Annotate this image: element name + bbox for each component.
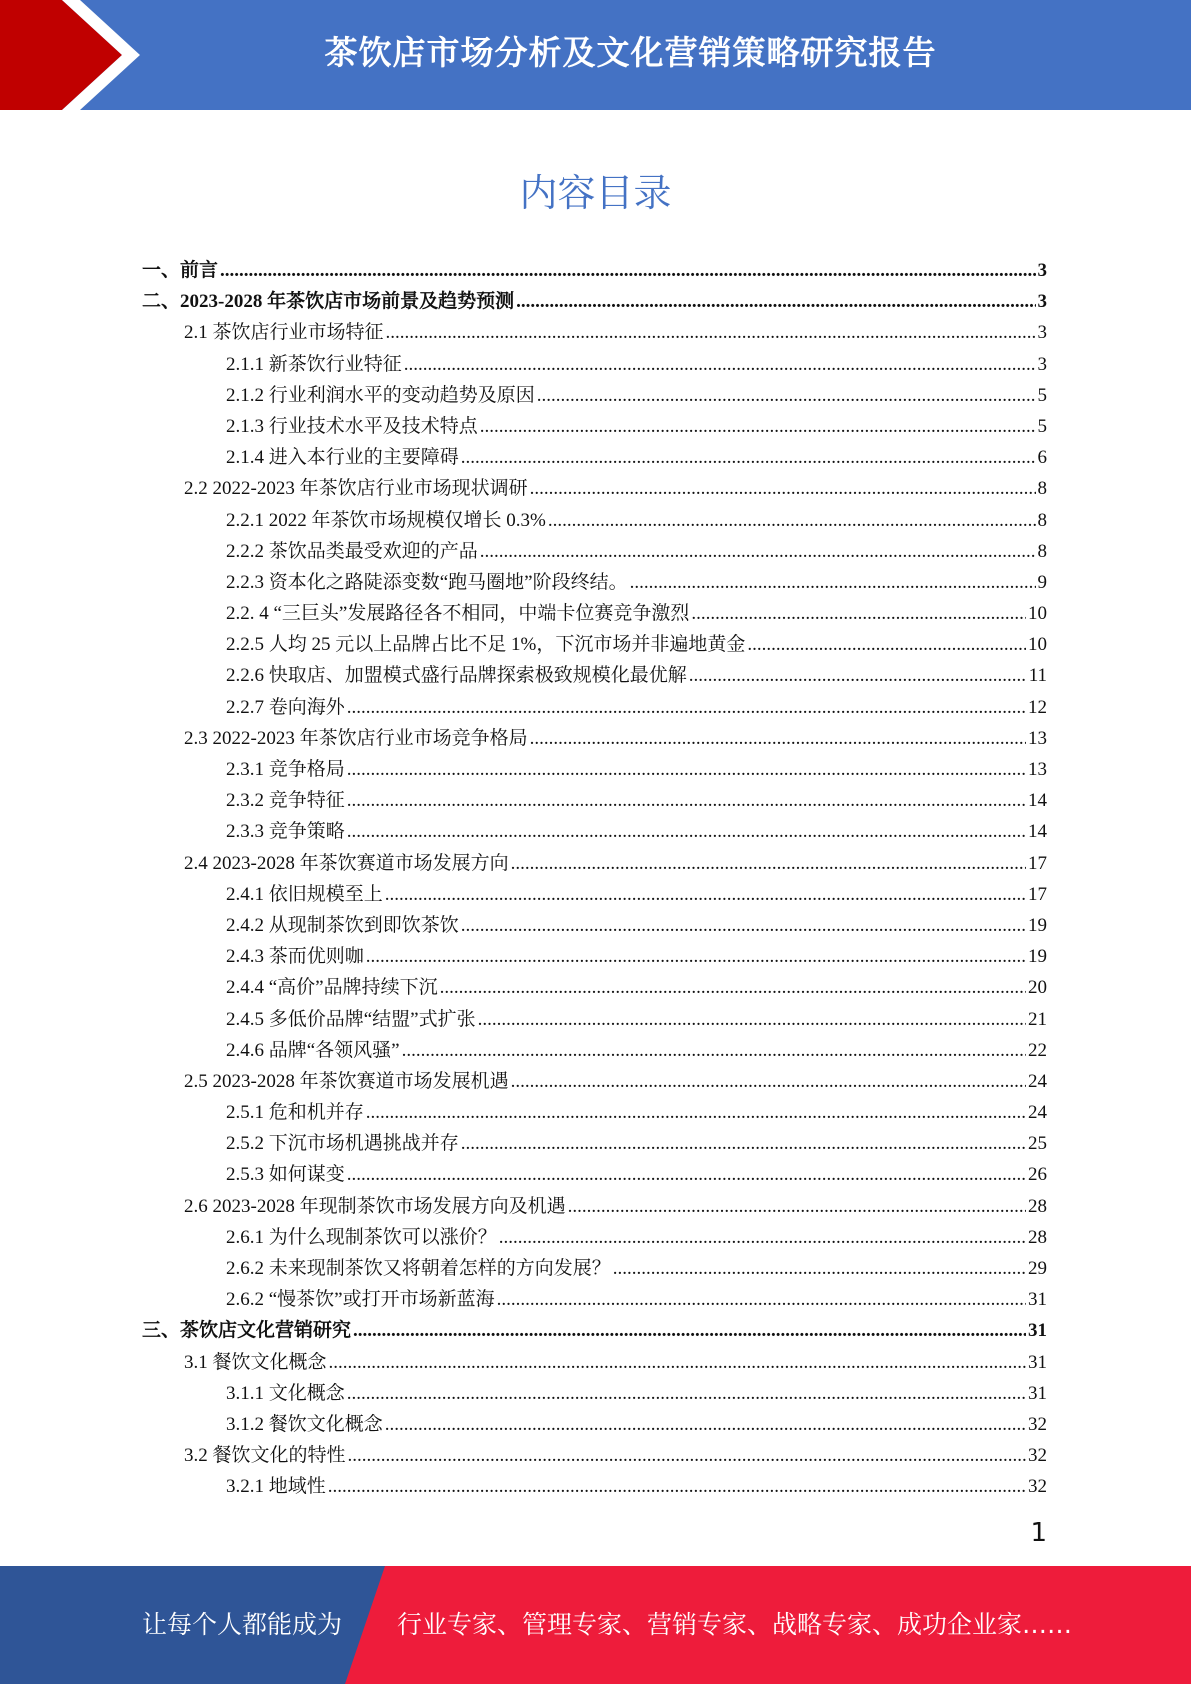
toc-entry-title: 3.1 餐饮文化概念 [184,1351,327,1373]
toc-entry-page: 10 [1028,634,1047,656]
toc-entry-title: 2.6 2023-2028 年现制茶饮市场发展方向及机遇 [184,1195,566,1217]
toc-entry-title: 2.5 2023-2028 年茶饮赛道市场发展机遇 [184,1070,509,1092]
toc-entry-page: 13 [1028,727,1047,749]
toc-entry[interactable] [142,1128,1047,1159]
toc-entry-title: 2.1.1 新茶饮行业特征 [226,353,402,375]
toc-leader-dots [347,759,1026,781]
toc-leader-dots [689,665,1027,687]
toc-entry-page: 14 [1028,821,1047,843]
toc-entry-page: 26 [1028,1164,1047,1186]
toc-entry[interactable] [142,442,1047,473]
toc-entry[interactable] [142,816,1047,847]
toc-leader-dots [440,977,1026,999]
toc-entry-title: 3.1.1 文化概念 [226,1382,345,1404]
toc-entry-page: 31 [1028,1289,1047,1311]
toc-leader-dots [511,1071,1026,1093]
toc-entry[interactable] [142,536,1047,567]
toc-entry[interactable] [142,1159,1047,1190]
toc-entry-page: 3 [1037,322,1047,344]
toc-entry[interactable] [142,1097,1047,1128]
toc-entry-page: 5 [1037,415,1047,437]
toc-entry-page: 9 [1037,571,1047,593]
toc-entry-title: 2.3 2022-2023 年茶饮店行业市场竞争格局 [184,727,528,749]
toc-entry-page: 8 [1037,478,1047,500]
toc-entry-page: 32 [1028,1413,1047,1435]
toc-leader-dots [497,1289,1026,1311]
toc-entry-page: 8 [1037,509,1047,531]
toc-leader-dots [329,1352,1026,1374]
report-title: 茶饮店市场分析及文化营销策略研究报告 [324,33,937,72]
toc-leader-dots [630,572,1036,594]
toc-entry-page: 3 [1037,291,1047,313]
toc-entry-page: 21 [1028,1008,1047,1030]
toc-entry-title: 2.2.7 卷向海外 [226,696,345,718]
toc-entry-page: 24 [1028,1070,1047,1092]
toc-entry[interactable] [142,1471,1047,1502]
toc-entry-page: 10 [1028,603,1047,625]
toc-entry[interactable] [142,380,1047,411]
toc-entry[interactable] [142,1004,1047,1035]
toc-entry[interactable] [142,1347,1047,1378]
toc-entry-page: 12 [1028,696,1047,718]
toc-entry-page: 29 [1028,1258,1047,1279]
toc-entry-page: 19 [1028,914,1047,936]
toc-entry-title: 3.1.2 餐饮文化概念 [226,1413,383,1435]
toc-entry-page: 11 [1028,665,1047,687]
toc-heading: 内容目录 [519,171,672,215]
toc-entry[interactable] [142,1253,1047,1284]
footer-banner [0,1566,1191,1684]
toc-entry-title: 2.2.2 茶饮品类最受欢迎的产品 [226,540,478,562]
toc-entry-title: 2.4.6 品牌“各领风骚” [226,1039,400,1061]
toc-entry-title: 2.2 2022-2023 年茶饮店行业市场现状调研 [184,478,528,500]
toc-leader-dots [220,260,1035,282]
toc-entry-page: 8 [1037,540,1047,562]
toc-leader-dots [366,1102,1026,1124]
toc-entry[interactable] [142,473,1047,504]
toc-entry[interactable] [142,1378,1047,1409]
toc-entry[interactable] [142,910,1047,941]
toc-leader-dots [511,853,1026,875]
header-arrow-decoration [0,0,160,110]
toc-leader-dots [613,1258,1026,1280]
toc-entry-title: 二、2023-2028 年茶饮店市场前景及趋势预测 [142,291,515,313]
toc-entry-title: 3.2 餐饮文化的特性 [184,1445,346,1467]
toc-entry-title: 2.4.2 从现制茶饮到即饮茶饮 [226,914,459,936]
toc-entry-title: 2.5.2 下沉市场机遇挑战并存 [226,1133,459,1155]
toc-entry[interactable] [142,411,1047,442]
toc-entry-title: 2.3.1 竞争格局 [226,759,345,780]
toc-entry-title: 2.1.3 行业技术水平及技术特点 [226,415,478,437]
toc-entry-title: 2.4 2023-2028 年茶饮赛道市场发展方向 [184,852,509,874]
toc-entry[interactable] [142,255,1047,286]
header-banner [0,0,1191,110]
toc-entry-page: 24 [1028,1102,1047,1124]
toc-entry-title: 三、茶饮店文化营销研究 [142,1320,352,1342]
toc-entry[interactable] [142,972,1047,1003]
toc-entry-page: 6 [1037,447,1047,469]
toc-entry-title: 2.4.1 依旧规模至上 [226,883,383,905]
toc-entry[interactable] [142,349,1047,380]
toc-entry-page: 3 [1037,260,1047,281]
toc-leader-dots [347,790,1026,812]
toc-entry[interactable] [142,629,1047,660]
toc-entry[interactable] [142,941,1047,972]
toc-entry[interactable] [142,598,1047,629]
toc-leader-dots [568,1196,1026,1218]
toc-entry[interactable] [142,660,1047,691]
toc-entry-page: 17 [1028,883,1047,905]
toc-entry-title: 2.2. 4 “三巨头”发展路径各不相同，中端卡位赛竞争激烈 [226,603,690,625]
toc-leader-dots [347,1383,1026,1405]
toc-leader-dots [402,1040,1026,1062]
toc-leader-dots [404,354,1036,376]
toc-entry-title: 2.6.2 未来现制茶饮又将朝着怎样的方向发展？ [226,1258,611,1279]
toc-leader-dots [548,510,1036,532]
footer-slogan-right: 行业专家、管理专家、营销专家、战略专家、成功企业家…… [397,1610,1073,1639]
toc-leader-dots [747,634,1026,656]
toc-entry[interactable] [142,567,1047,598]
toc-entry-title: 2.2.5 人均 25 元以上品牌占比不足 1%，下沉市场并非遍地黄金 [226,634,746,656]
toc-entry-title: 2.6.1 为什么现制茶饮可以涨价？ [226,1226,497,1248]
toc-leader-dots [480,541,1036,563]
toc-entry-title: 2.5.1 危和机并存 [226,1102,364,1124]
toc-entry[interactable] [142,1222,1047,1253]
toc-entry-page: 32 [1028,1476,1047,1498]
toc-entry-title: 2.6.2 “慢茶饮”或打开市场新蓝海 [226,1289,495,1311]
toc-entry-page: 14 [1028,790,1047,812]
toc-leader-dots [480,416,1036,438]
toc-leader-dots [385,884,1026,906]
toc-entry-title: 一、前言 [142,260,219,281]
table-of-contents [142,255,1047,1503]
toc-entry-title: 2.1.4 进入本行业的主要障碍 [226,447,459,469]
toc-entry-page: 5 [1037,384,1047,406]
toc-entry[interactable] [142,879,1047,910]
toc-entry-title: 2.3.3 竞争策略 [226,821,345,843]
toc-leader-dots [385,1414,1026,1436]
toc-entry[interactable] [142,692,1047,723]
toc-leader-dots [461,915,1026,937]
toc-entry-title: 2.3.2 竞争特征 [226,790,345,812]
toc-entry-title: 2.2.6 快取店、加盟模式盛行品牌探索极致规模化最优解 [226,665,687,687]
toc-leader-dots [530,728,1026,750]
toc-entry-title: 2.4.4 “高价”品牌持续下沉 [226,977,438,999]
toc-entry-page: 22 [1028,1039,1047,1061]
toc-leader-dots [530,478,1036,500]
toc-leader-dots [347,697,1026,719]
toc-leader-dots [478,1009,1026,1031]
toc-entry-title: 2.5.3 如何谋变 [226,1164,345,1186]
toc-entry[interactable] [142,317,1047,348]
toc-leader-dots [328,1476,1026,1498]
toc-entry[interactable] [142,1409,1047,1440]
toc-entry-page: 31 [1028,1320,1047,1342]
toc-entry[interactable] [142,754,1047,785]
toc-entry-page: 28 [1028,1195,1047,1217]
toc-entry-title: 2.1.2 行业利润水平的变动趋势及原因 [226,384,535,406]
page-number: 1 [1030,1518,1047,1548]
toc-entry-page: 31 [1028,1351,1047,1373]
toc-entry-page: 31 [1028,1382,1047,1404]
toc-entry-page: 3 [1037,353,1047,375]
toc-entry-page: 19 [1028,946,1047,968]
toc-entry[interactable] [142,505,1047,536]
toc-entry[interactable] [142,723,1047,754]
toc-entry-title: 2.2.1 2022 年茶饮市场规模仅增长 0.3% [226,509,546,531]
toc-leader-dots [353,1320,1026,1342]
toc-entry[interactable] [142,286,1047,317]
toc-entry-page: 32 [1028,1445,1047,1467]
toc-leader-dots [516,291,1035,313]
toc-entry-title: 2.4.3 茶而优则咖 [226,946,364,968]
toc-entry[interactable] [142,1066,1047,1097]
toc-leader-dots [691,603,1026,625]
toc-entry[interactable] [142,1035,1047,1066]
toc-leader-dots [366,946,1026,968]
toc-leader-dots [348,1445,1026,1467]
toc-entry-page: 25 [1028,1133,1047,1155]
toc-leader-dots [461,1133,1026,1155]
toc-entry[interactable] [142,848,1047,879]
toc-entry-page: 13 [1028,759,1047,780]
toc-leader-dots [347,1164,1026,1186]
toc-entry[interactable] [142,1315,1047,1346]
toc-entry-title: 2.4.5 多低价品牌“结盟”式扩张 [226,1008,476,1030]
toc-entry-title: 2.1 茶饮店行业市场特征 [184,322,384,344]
toc-leader-dots [499,1227,1026,1249]
toc-entry-page: 17 [1028,852,1047,874]
toc-leader-dots [386,322,1036,344]
toc-entry[interactable] [142,785,1047,816]
toc-entry-page: 28 [1028,1226,1047,1248]
toc-entry[interactable] [142,1284,1047,1315]
toc-entry-title: 2.2.3 资本化之路陡添变数“跑马圈地”阶段终结。 [226,571,628,593]
toc-leader-dots [347,821,1026,843]
footer-slogan-left: 让每个人都能成为 [142,1610,343,1639]
toc-entry[interactable] [142,1191,1047,1222]
toc-leader-dots [461,447,1036,469]
toc-leader-dots [537,385,1036,407]
toc-entry[interactable] [142,1440,1047,1471]
toc-entry-title: 3.2.1 地域性 [226,1476,326,1498]
toc-entry-page: 20 [1028,977,1047,999]
